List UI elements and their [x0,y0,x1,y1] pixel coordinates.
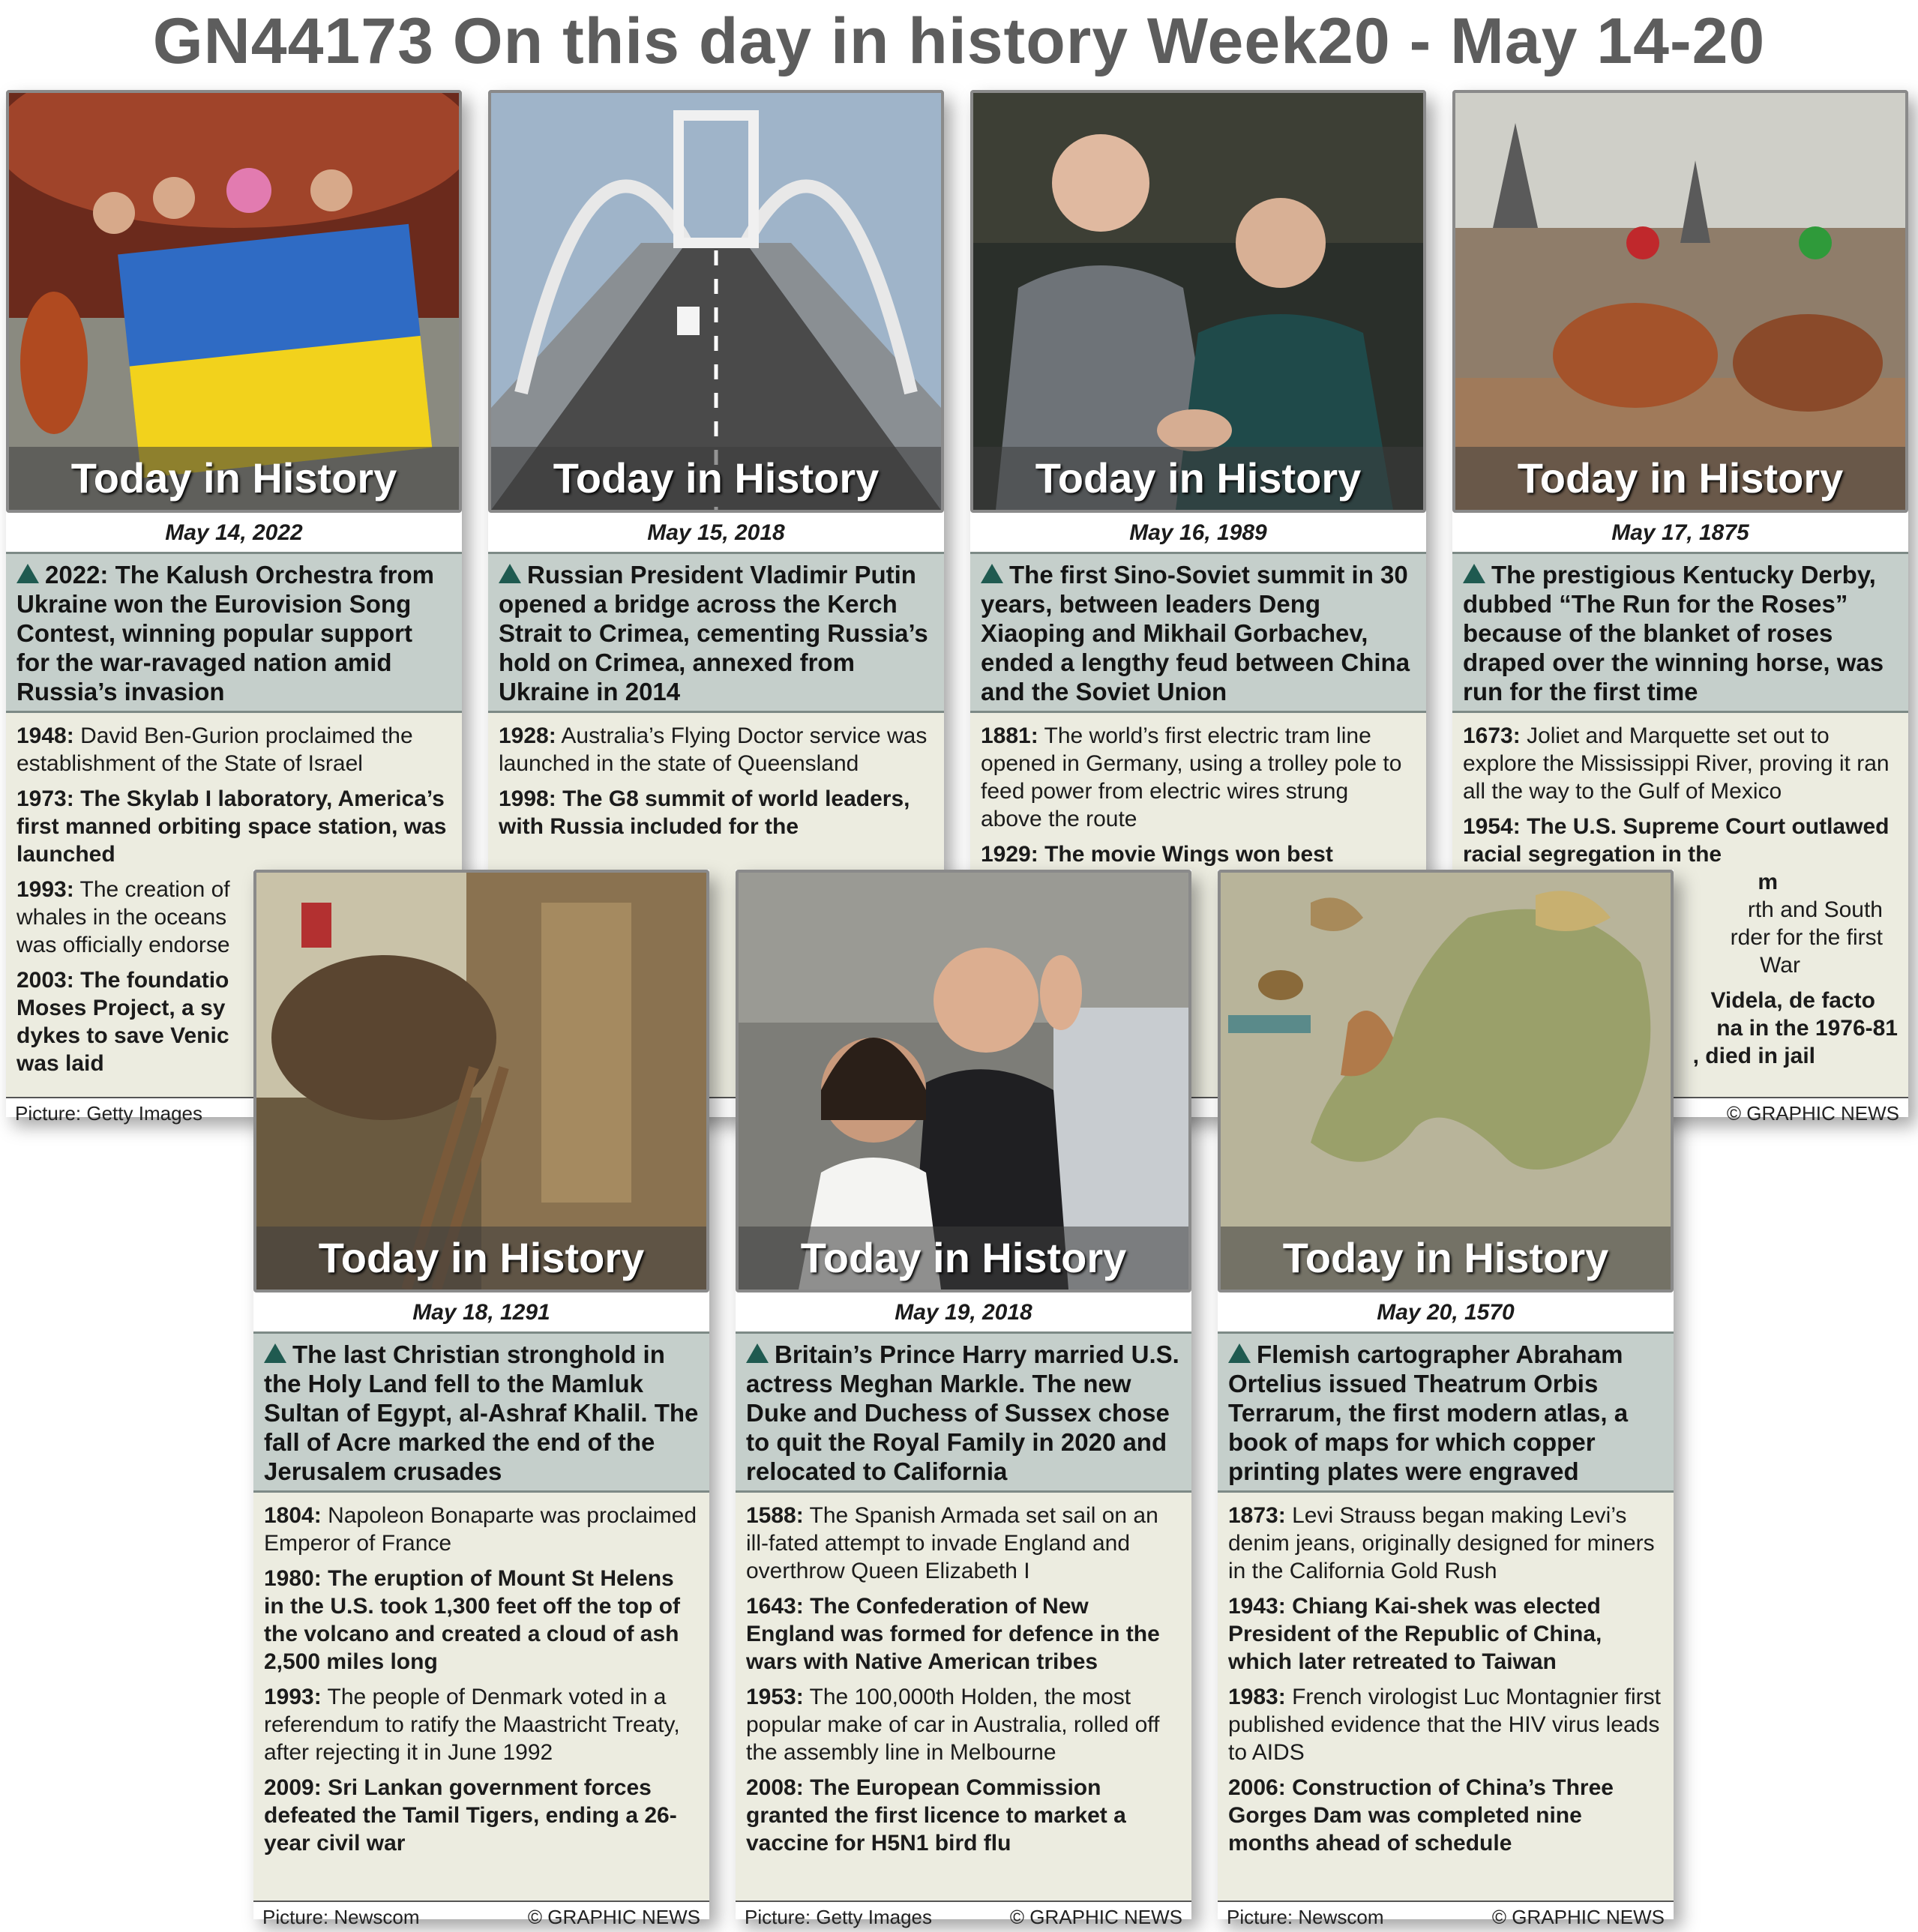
banner-label: Today in History [1455,447,1905,510]
copyright: © GRAPHIC NEWS [1009,1906,1182,1928]
card-headline: 2022: The Kalush Orchestra from Ukraine won the Eurovision Song Contest, winning popular support for the war-ravaged nation amid Russia’s invasion [6,554,462,713]
banner-label: Today in History [256,1227,706,1289]
list-item: 1928: Australia’s Flying Doctor service was launched in the state of Queensland [499,723,928,776]
copyright: © GRAPHIC NEWS [1726,1102,1899,1125]
photo-sino-soviet-summit [970,90,1426,513]
list-item: 1980: The eruption of Mount St Helens in the U.S. took 1,300 feet off the top of the volcano and created a cloud of ash 2,500 miles long [264,1566,681,1674]
list-item: dykes to save Venic [16,1023,229,1048]
photo-crimea-bridge [488,90,944,513]
triangle-icon [16,564,39,583]
list-item: , died in jail [1692,1044,1815,1068]
triangle-icon [1228,1343,1251,1363]
list-item: 1983: French virologist Luc Montagnier first published evidence that the HIV virus leads to AIDS [1228,1685,1661,1765]
copyright: © GRAPHIC NEWS [1491,1906,1665,1928]
photo-ortelius-map [1218,870,1674,1292]
photo-fall-of-acre [253,870,709,1292]
list-item: 2006: Construction of China’s Three Gorges Dam was completed nine months ahead of schedule [1228,1775,1614,1856]
list-item: 1873: Levi Strauss began making Levi’s denim jeans, originally designed for miners in the California Gold Rush [1228,1503,1655,1583]
photo-eurovision [6,90,462,513]
list-item: Videla, de facto [1710,988,1875,1013]
card-date: May 17, 1875 [1452,513,1908,554]
card-headline: The last Christian stronghold in the Holy Land fell to the Mamluk Sultan of Egypt, al-Ashraf Khalil. The fall of Acre marked the end of the Jerusalem crusades [253,1334,709,1493]
list-item: 1588: The Spanish Armada set sail on an ill-fated attempt to invade England and overthrow Queen Elizabeth I [746,1503,1158,1583]
list-item: m [1758,870,1778,894]
copyright: © GRAPHIC NEWS [527,1906,700,1928]
card-headline: Britain’s Prince Harry married U.S. actress Meghan Markle. The new Duke and Duchess of Sussex chose to quit the Royal Family in 2020 and relocated to California [736,1334,1191,1493]
list-item: 1948: David Ben-Gurion proclaimed the establishment of the State of Israel [16,723,413,776]
list-item: whales in the oceans [16,905,227,930]
list-item: 2008: The European Commission granted the first licence to market a vaccine for H5N1 bird flu [746,1775,1126,1856]
banner-label: Today in History [491,447,941,510]
list-item: 1804: Napoleon Bonaparte was proclaimed Emperor of France [264,1503,697,1556]
page-title: GN44173 On this day in history Week20 - May 14-20 [152,5,1766,77]
banner-label: Today in History [973,447,1423,510]
list-item: 1953: The 100,000th Holden, the most popular make of car in Australia, rolled off the assembly line in Melbourne [746,1685,1160,1765]
picture-credit: Picture: Newscom [1227,1906,1384,1928]
triangle-icon [499,564,521,583]
banner-label: Today in History [9,447,459,510]
list-item: 2009: Sri Lankan government forces defeated the Tamil Tigers, ending a 26-year civil war [264,1775,677,1856]
card-may-18 [253,870,709,1928]
list-item: 1929: The movie Wings won best [981,842,1333,867]
picture-credit: Picture: Getty Images [745,1906,932,1928]
list-item: War [1760,953,1800,978]
list-item: rder for the first [1730,925,1883,950]
card-may-20 [1218,870,1674,1928]
card-headline: The prestigious Kentucky Derby, dubbed “The Run for the Roses” because of the blanket of roses draped over the winning horse, was run for the first time [1452,554,1908,713]
card-date: May 15, 2018 [488,513,944,554]
list-item: 1998: The G8 summit of world leaders, with Russia included for the [499,786,910,839]
credit-line [736,1901,1191,1932]
events-list [1218,1493,1674,1901]
card-date: May 14, 2022 [6,513,462,554]
triangle-icon [746,1343,769,1363]
list-item: 1673: Joliet and Marquette set out to explore the Mississippi River, proving it ran all the way to the Gulf of Mexico [1463,723,1890,804]
card-headline: Flemish cartographer Abraham Ortelius issued Theatrum Orbis Terrarum, the first modern atlas, a book of maps for which copper printing plates were engraved [1218,1334,1674,1493]
list-item: 1993: The people of Denmark voted in a referendum to ratify the Maastricht Treaty, after rejecting it in June 1992 [264,1685,680,1765]
card-date: May 18, 1291 [253,1292,709,1334]
list-item: 1954: The U.S. Supreme Court outlawed racial segregation in the [1463,814,1890,867]
list-item: na in the 1976-81 [1716,1016,1898,1041]
photo-kentucky-derby [1452,90,1908,513]
photo-royal-wedding [736,870,1191,1292]
picture-credit: Picture: Newscom [262,1906,420,1928]
card-date: May 19, 2018 [736,1292,1191,1334]
list-item: 1643: The Confederation of New England was formed for defence in the wars with Native American tribes [746,1594,1160,1674]
card-headline: Russian President Vladimir Putin opened a bridge across the Kerch Strait to Crimea, cementing Russia’s hold on Crimea, annexed from Ukraine in 2014 [488,554,944,713]
list-item: 1973: The Skylab I laboratory, America’s first manned orbiting space station, was launched [16,786,447,867]
list-item: was officially endorse [16,933,230,957]
events-list [736,1493,1191,1901]
list-item: Moses Project, a sy [16,996,226,1020]
credit-line [1218,1901,1674,1932]
list-item: 1943: Chiang Kai-shek was elected President of the Republic of China, which later retreated to Taiwan [1228,1594,1602,1674]
triangle-icon [981,564,1003,583]
list-item: 1881: The world’s first electric tram line opened in Germany, using a trolley pole to feed power from electric wires strung above the route [981,723,1402,831]
banner-label: Today in History [1221,1227,1671,1289]
list-item: 1993: The creation of [16,877,230,902]
list-item: was laid [16,1051,104,1076]
card-may-19 [736,870,1191,1928]
list-item: 2003: The foundatio [16,968,229,993]
triangle-icon [264,1343,286,1363]
card-headline: The first Sino-Soviet summit in 30 years, between leaders Deng Xiaoping and Mikhail Gorbachev, ended a lengthy feud between China and the Soviet Union [970,554,1426,713]
list-item: rth and South [1747,897,1883,922]
credit-line [253,1901,709,1932]
triangle-icon [1463,564,1485,583]
card-date: May 20, 1570 [1218,1292,1674,1334]
picture-credit: Picture: Getty Images [15,1102,202,1125]
events-list [253,1493,709,1901]
card-date: May 16, 1989 [970,513,1426,554]
banner-label: Today in History [739,1227,1188,1289]
